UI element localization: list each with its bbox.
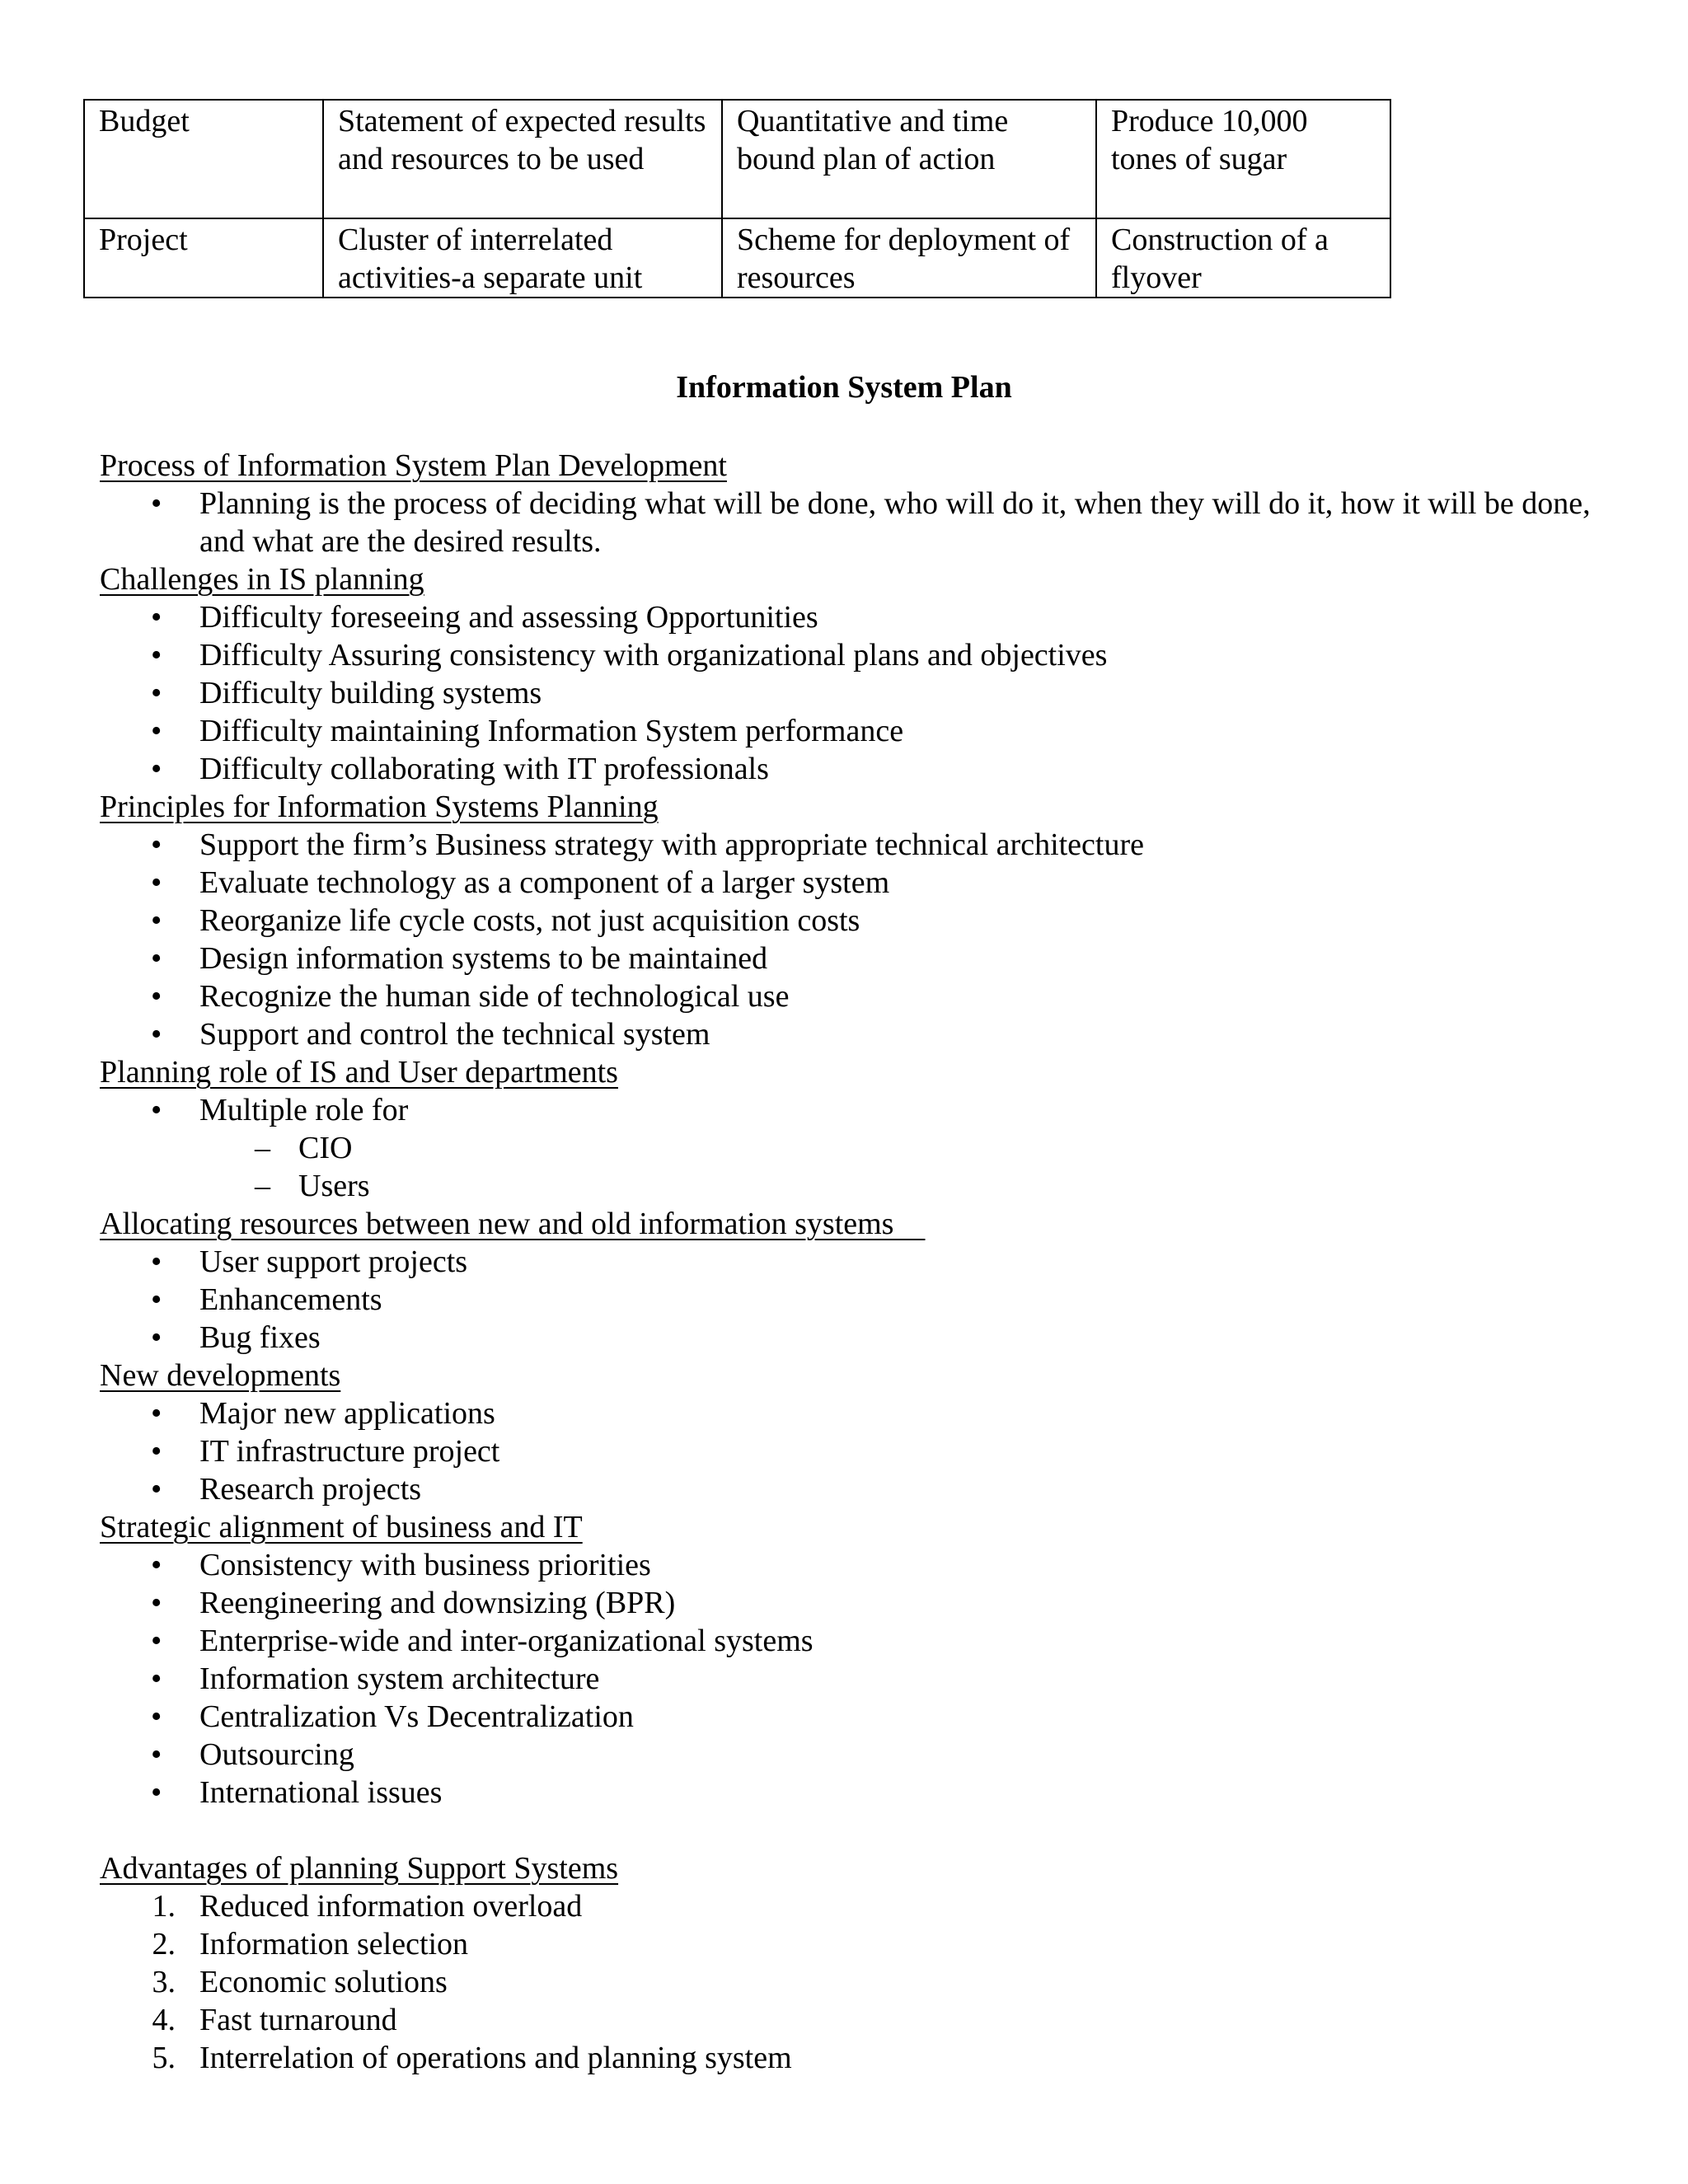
section-heading: Process of Information System Plan Development bbox=[100, 448, 727, 483]
bullet-marker: • bbox=[151, 1244, 162, 1279]
list-item: • Multiple role for bbox=[151, 1093, 409, 1127]
section-heading: Principles for Information Systems Planning bbox=[100, 790, 659, 824]
bullet-marker: • bbox=[151, 600, 162, 635]
list-item: • IT infrastructure project bbox=[151, 1434, 500, 1469]
outline bbox=[100, 447, 1633, 2077]
list-item: • Planning is the process of deciding what will be done, who will do it, when they will do it, how it will be done, and what are the desired results. bbox=[151, 486, 1591, 559]
bullet-list bbox=[100, 485, 1633, 560]
list-item: • Consistency with business priorities bbox=[151, 1548, 651, 1582]
bullet-list bbox=[100, 1546, 1633, 1811]
bullet-marker: • bbox=[151, 486, 162, 521]
bullet-marker: • bbox=[151, 1699, 162, 1734]
list-item: • Difficulty building systems bbox=[151, 676, 542, 710]
table-cell: Scheme for deployment of resources bbox=[722, 218, 1096, 298]
bullet-marker: • bbox=[151, 1775, 162, 1810]
blank-line bbox=[100, 1811, 1633, 1849]
numbered-list bbox=[100, 1887, 1633, 2077]
document-title: Information System Plan bbox=[676, 370, 1012, 405]
bullet-marker: • bbox=[151, 1320, 162, 1355]
list-item: • Support and control the technical system bbox=[151, 1017, 710, 1052]
list-item: • Outsourcing bbox=[151, 1737, 354, 1772]
bullet-marker: • bbox=[151, 941, 162, 976]
list-item: • Evaluate technology as a component of a larger system bbox=[151, 865, 890, 900]
bullet-marker: • bbox=[151, 903, 162, 938]
list-item: • Design information systems to be maintained bbox=[151, 941, 768, 976]
list-item: • Major new applications bbox=[151, 1396, 495, 1431]
dash-marker: – bbox=[255, 1169, 270, 1203]
bullet-list bbox=[100, 1394, 1633, 1508]
table-row bbox=[84, 218, 1390, 298]
section-heading: Allocating resources between new and old information systems bbox=[100, 1207, 926, 1241]
bullet-marker: • bbox=[151, 1472, 162, 1507]
table-cell: Project bbox=[84, 218, 323, 298]
bullet-marker: • bbox=[151, 1586, 162, 1620]
list-item: • Research projects bbox=[151, 1472, 422, 1507]
list-item: • Difficulty collaborating with IT professionals bbox=[151, 752, 769, 786]
number-marker: 3. bbox=[152, 1965, 176, 1999]
list-item: 1. Reduced information overload bbox=[100, 1887, 1633, 1925]
list-item: • Recognize the human side of technological use bbox=[151, 979, 790, 1014]
bullet-marker: • bbox=[151, 827, 162, 862]
bullet-marker: • bbox=[151, 1624, 162, 1658]
section-heading: New developments bbox=[100, 1358, 341, 1393]
table-row bbox=[84, 100, 1390, 218]
bullet-marker: • bbox=[151, 1017, 162, 1052]
table-cell: Statement of expected results and resources to be used bbox=[323, 100, 722, 218]
list-item: • Centralization Vs Decentralization bbox=[151, 1699, 634, 1734]
section-heading: Strategic alignment of business and IT bbox=[100, 1510, 583, 1544]
sub-list bbox=[100, 1129, 1633, 1205]
list-item: • Reengineering and downsizing (BPR) bbox=[151, 1586, 676, 1620]
table-cell: Produce 10,000 tones of sugar bbox=[1096, 100, 1390, 218]
bullet-marker: • bbox=[151, 1434, 162, 1469]
section-heading: Challenges in IS planning bbox=[100, 562, 424, 597]
list-item: • Bug fixes bbox=[151, 1320, 321, 1355]
bullet-marker: • bbox=[151, 1548, 162, 1582]
bullet-marker: • bbox=[151, 865, 162, 900]
list-item: • User support projects bbox=[151, 1244, 468, 1279]
list-item: – CIO bbox=[255, 1131, 353, 1165]
list-item: • Information system architecture bbox=[151, 1661, 600, 1696]
list-item: • Enterprise-wide and inter-organizational systems bbox=[151, 1624, 814, 1658]
bullet-marker: • bbox=[151, 1396, 162, 1431]
list-item: 4. Fast turnaround bbox=[100, 2001, 1633, 2039]
dash-marker: – bbox=[255, 1131, 270, 1165]
table-cell: Budget bbox=[84, 100, 323, 218]
number-marker: 2. bbox=[152, 1927, 176, 1961]
bullet-marker: • bbox=[151, 638, 162, 673]
number-marker: 1. bbox=[152, 1889, 176, 1924]
number-marker: 4. bbox=[152, 2003, 176, 2037]
list-item: 2. Information selection bbox=[100, 1925, 1633, 1963]
bullet-marker: • bbox=[151, 1093, 162, 1127]
bullet-marker: • bbox=[151, 1737, 162, 1772]
table-cell: Cluster of interrelated activities-a separate unit bbox=[323, 218, 722, 298]
bullet-marker: • bbox=[151, 676, 162, 710]
list-item: • Difficulty foreseeing and assessing Opportunities bbox=[151, 600, 818, 635]
bullet-marker: • bbox=[151, 1661, 162, 1696]
table-cell: Construction of a flyover bbox=[1096, 218, 1390, 298]
list-item: 5. Interrelation of operations and planning system bbox=[100, 2039, 1633, 2077]
list-item: • Difficulty Assuring consistency with organizational plans and objectives bbox=[151, 638, 1108, 673]
list-item: • Enhancements bbox=[151, 1282, 382, 1317]
bullet-marker: • bbox=[151, 752, 162, 786]
section-heading: Advantages of planning Support Systems bbox=[100, 1851, 619, 1886]
bullet-list bbox=[100, 1091, 1633, 1129]
list-item: • Support the firm’s Business strategy with appropriate technical architecture bbox=[151, 827, 1144, 862]
list-item: – Users bbox=[255, 1169, 370, 1203]
bullet-marker: • bbox=[151, 714, 162, 748]
table-cell: Quantitative and time bound plan of action bbox=[722, 100, 1096, 218]
comparison-table bbox=[83, 99, 1391, 298]
number-marker: 5. bbox=[152, 2041, 176, 2075]
list-item: • International issues bbox=[151, 1775, 443, 1810]
bullet-marker: • bbox=[151, 979, 162, 1014]
bullet-list bbox=[100, 826, 1633, 1053]
bullet-list bbox=[100, 598, 1633, 788]
bullet-list bbox=[100, 1243, 1633, 1357]
list-item: • Difficulty maintaining Information System performance bbox=[151, 714, 904, 748]
section-heading: Planning role of IS and User departments bbox=[100, 1055, 618, 1090]
list-item: 3. Economic solutions bbox=[100, 1963, 1633, 2001]
list-item: • Reorganize life cycle costs, not just acquisition costs bbox=[151, 903, 860, 938]
bullet-marker: • bbox=[151, 1282, 162, 1317]
